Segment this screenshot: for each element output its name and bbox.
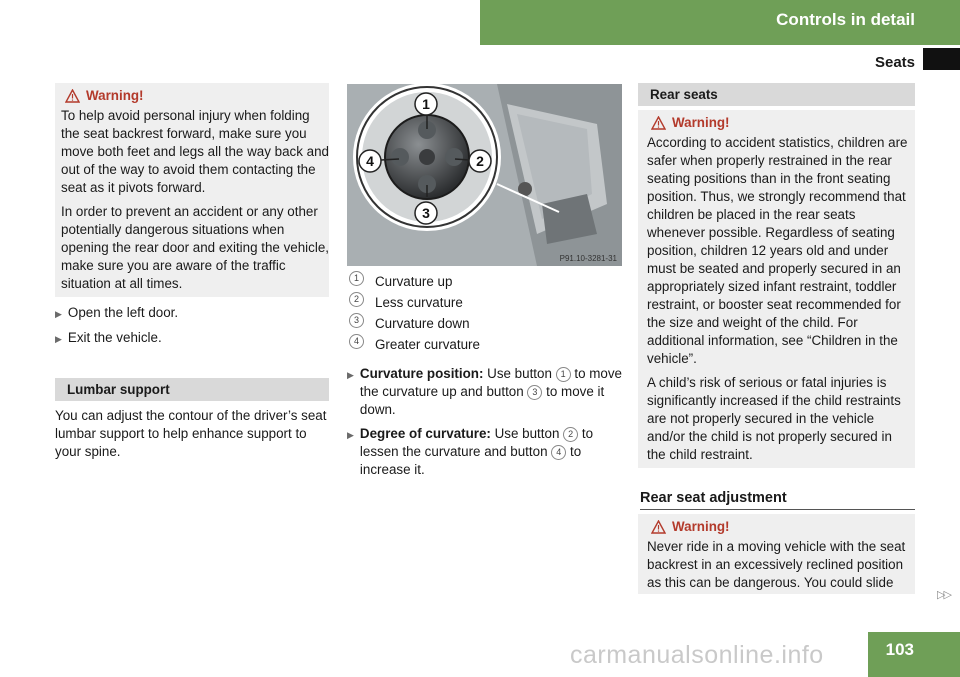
legend-item — [349, 313, 622, 334]
steps-list — [55, 304, 329, 354]
figure-number-4 — [359, 150, 381, 172]
legend-number: 3 — [349, 313, 364, 328]
warning-box-recline — [638, 514, 915, 594]
rear-seat-adjustment-heading: Rear seat adjustment — [640, 490, 787, 506]
instruction-label: Degree of curvature: — [359, 426, 491, 441]
figure-number-3 — [415, 202, 437, 224]
instruction-fragment: Use button — [490, 426, 564, 441]
instructions — [347, 365, 623, 485]
step-text: Open the left door. — [67, 305, 179, 320]
legend-item — [349, 292, 622, 313]
step-arrow-icon: ▶ — [55, 334, 62, 344]
inline-number: 1 — [556, 367, 571, 382]
step-arrow-icon: ▶ — [347, 430, 354, 440]
step-text: Exit the vehicle. — [67, 330, 162, 345]
warning-icon — [651, 116, 666, 130]
instruction-degree-of-curvature — [347, 425, 623, 479]
warning-title: Warning! — [86, 88, 144, 103]
warning-box-left — [55, 83, 329, 297]
warning-paragraph: A child’s risk of serious or fatal injuries is significantly increased if the child restraints are not properly secured in the vehicle and/or the child is not properly secured in the child restraint. — [647, 375, 901, 462]
warning-paragraph: In order to prevent an accident or any other potentially dangerous situations when opening the rear door and exiting the vehicle, make sure you are aware of the traffic situation at all times. — [61, 204, 329, 291]
legend-label: Curvature down — [375, 316, 470, 331]
heading-rule — [640, 509, 915, 510]
inline-number: 3 — [527, 385, 542, 400]
step-arrow-icon: ▶ — [55, 309, 62, 319]
section-title: Controls in detail — [776, 10, 915, 29]
legend-number: 1 — [349, 271, 364, 286]
figure-code: P91.10-3281-31 — [559, 254, 617, 263]
figure-number-1 — [415, 93, 437, 115]
legend-label: Less curvature — [375, 295, 463, 310]
legend-item — [349, 334, 622, 355]
legend-label: Greater curvature — [375, 337, 480, 352]
seat-illustration — [347, 84, 622, 266]
instruction-fragment: to increase it. — [359, 444, 582, 477]
warning-paragraph: To help avoid personal injury when folding the seat backrest forward, make sure you move both feet and legs all the way back and out of the way to avoid them contacting the seat as it pivots forward. — [61, 108, 329, 195]
instruction-fragment: to lessen the curvature and button — [359, 426, 594, 459]
warning-header — [65, 87, 329, 105]
figure-number-label: 3 — [422, 205, 430, 221]
instruction-fragment: to move the curvature up and button — [359, 366, 622, 399]
rear-seats-heading: Rear seats — [638, 83, 915, 106]
page-number: 103 — [885, 640, 914, 659]
legend-label: Curvature up — [375, 274, 453, 289]
lumbar-control-figure — [347, 84, 622, 266]
instruction-fragment: Use button — [483, 366, 556, 381]
continue-marker-icon: ▷▷ — [937, 589, 950, 601]
step-item — [55, 304, 329, 323]
warning-icon — [651, 520, 666, 534]
step-arrow-icon: ▶ — [347, 370, 354, 380]
inline-number: 4 — [551, 445, 566, 460]
instruction-label: Curvature position: — [359, 366, 484, 381]
legend-number: 4 — [349, 334, 364, 349]
legend-number: 2 — [349, 292, 364, 307]
warning-box-rear-seats — [638, 110, 915, 468]
instruction-text — [360, 365, 623, 419]
warning-paragraph: According to accident statistics, children are safer when properly restrained in the rear seating positions than in the front seating position. Thus, we strongly recommend that children be placed in the rear seats whenever possible. Regardless of seating position, children 12 years old and under must be seated and properly secured in an appropriately sized infant restraint, toddler restraint, or booster seat recommended for the size and weight of the child. For additional information, see “Children in the vehicle”. — [647, 135, 908, 366]
instruction-fragment: to move it down. — [359, 384, 605, 417]
section-tab-marker — [923, 48, 960, 70]
legend-item — [349, 271, 622, 292]
lumbar-support-heading: Lumbar support — [55, 378, 329, 401]
step-item — [55, 329, 329, 348]
lumbar-support-text: You can adjust the contour of the driver’s seat lumbar support to help enhance support to your spine. — [55, 408, 327, 459]
warning-title: Warning! — [672, 519, 730, 534]
warning-paragraph: Never ride in a moving vehicle with the seat backrest in an excessively reclined position as this can be dangerous. You could slide — [647, 539, 906, 590]
inline-number: 2 — [563, 427, 578, 442]
figure-legend — [349, 271, 622, 355]
warning-header — [651, 114, 911, 132]
instruction-curvature-position — [347, 365, 623, 419]
figure-number-label: 1 — [422, 96, 430, 112]
warning-title: Warning! — [672, 115, 730, 130]
figure-number-2 — [469, 150, 491, 172]
subsection-title: Seats — [874, 54, 915, 71]
warning-header — [651, 518, 911, 536]
figure-number-label: 2 — [476, 153, 484, 169]
watermark: carmanualsonline.info — [570, 641, 824, 669]
instruction-text — [360, 425, 623, 479]
warning-icon — [65, 89, 80, 103]
figure-number-label: 4 — [366, 153, 374, 169]
